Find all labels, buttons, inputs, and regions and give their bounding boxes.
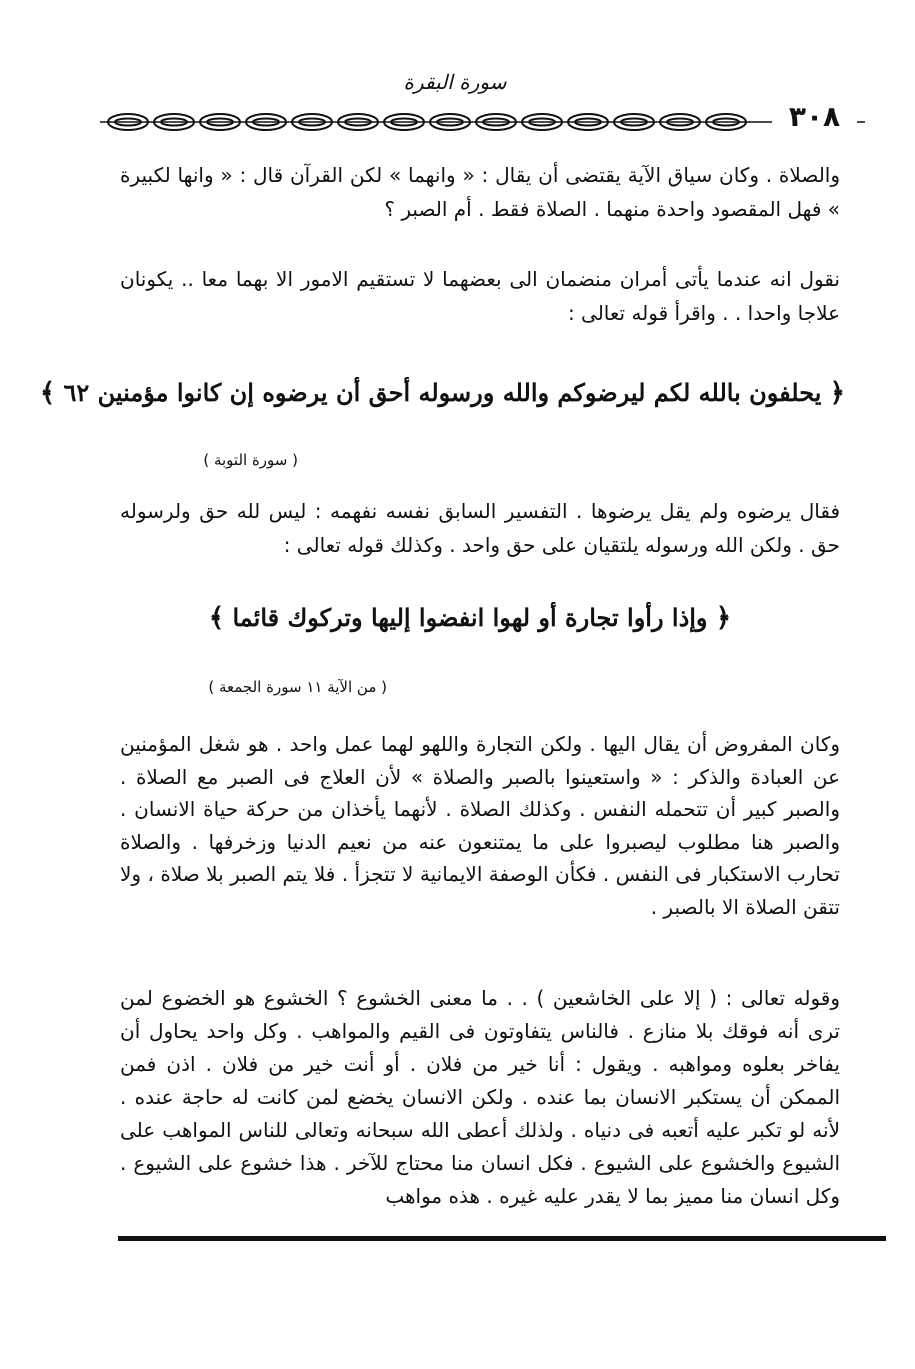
page-number: ٣٠٨ bbox=[772, 100, 857, 133]
paragraph-1: والصلاة . وكان سياق الآية يقتضى أن يقال : « وانهما » لكن القرآن قال : « وانها لكبيرة » فهل المقصود واحدة منهما . الصلاة فقط . أم الصبر ؟ bbox=[120, 163, 840, 221]
paragraph-5: وقوله تعالى : ( إلا على الخاشعين ) . . ما معنى الخشوع ؟ الخشوع هو الخضوع لمن ترى أنه فوقك بلا منازع . فالناس يتفاوتون فى القيم والمواهب . وكل واحد يحاول أن يفاخر بعلوه ومواهبه . ويقول : أنا خير من فلان . أو أنت خير من فلان . اذن فمن الممكن أن يستكبر الانسان بما عنده . ولكن الانسان يخضع لمن كانت له حاجة عنده . لأنه لو تكبر عليه أتعبه فى دنياه . ولذلك أعطى الله سبحانه وتعالى للناس المواهب على الشيوع والخشوع على الشيوع . فكل انسان منا محتاج للآخر . هذا خشوع على الشيوع . وكل انسان منا مميز بما لا يقدر عليه غيره . هذه مواهب bbox=[120, 986, 840, 1208]
quran-verse-1 bbox=[39, 378, 845, 408]
surah-title: سورة البقرة bbox=[403, 70, 507, 94]
verse-text: وإذا رأوا تجارة أو لهوا انفضوا إليها وتركوك قائما bbox=[232, 603, 708, 632]
verse-reference: ( من الآية ١١ سورة الجمعة ) bbox=[208, 678, 387, 696]
bottom-rule bbox=[118, 1236, 886, 1241]
verse-open-bracket: ﴿ bbox=[829, 378, 845, 408]
verse-reference: ( سورة التوبة ) bbox=[203, 451, 298, 469]
quran-verse-2 bbox=[95, 603, 845, 633]
paragraph-2: نقول انه عندما يأتى أمران منضمان الى بعضهما لا تستقيم الامور الا بهما معا .. يكونان علاجا واحدا . . واقرأ قوله تعالى : bbox=[120, 267, 840, 325]
paragraph-4: وكان المفروض أن يقال اليها . ولكن التجارة واللهو لهما عمل واحد . هو شغل المؤمنين عن العبادة والذكر : « واستعينوا بالصبر والصلاة » لأن العلاج فى الصبر مع الصلاة . والصبر كبير أن تتحمله النفس . وكذلك الصلاة . لأنهما يأخذان من حركة حياة الانسان . والصبر هنا مطلوب ليصبروا على ما يمتنعون عنه من نعيم الدنيا وزخرفها . والصلاة تحارب الاستكبار فى النفس . فكأن الوصفة الايمانية لا تتجزأ . فلا يتم الصبر بلا صلاة ، ولا تتقن الصلاة الا بالصبر . bbox=[120, 732, 840, 919]
verse-close-bracket: ﴾ bbox=[39, 378, 56, 408]
verse-text: يحلفون بالله لكم ليرضوكم والله ورسوله أحق أن يرضوه إن كانوا مؤمنين ٦٢ bbox=[63, 378, 822, 407]
paragraph-3: فقال يرضوه ولم يقل يرضوها . التفسير السابق نفسه نفهمه : ليس لله حق ولرسوله حق . ولكن الله ورسوله يلتقيان على حق واحد . وكذلك قوله تعالى : bbox=[120, 499, 840, 557]
verse-open-bracket: ﴿ bbox=[715, 603, 732, 633]
verse-close-bracket: ﴾ bbox=[208, 603, 225, 633]
header-ornament bbox=[100, 104, 865, 140]
